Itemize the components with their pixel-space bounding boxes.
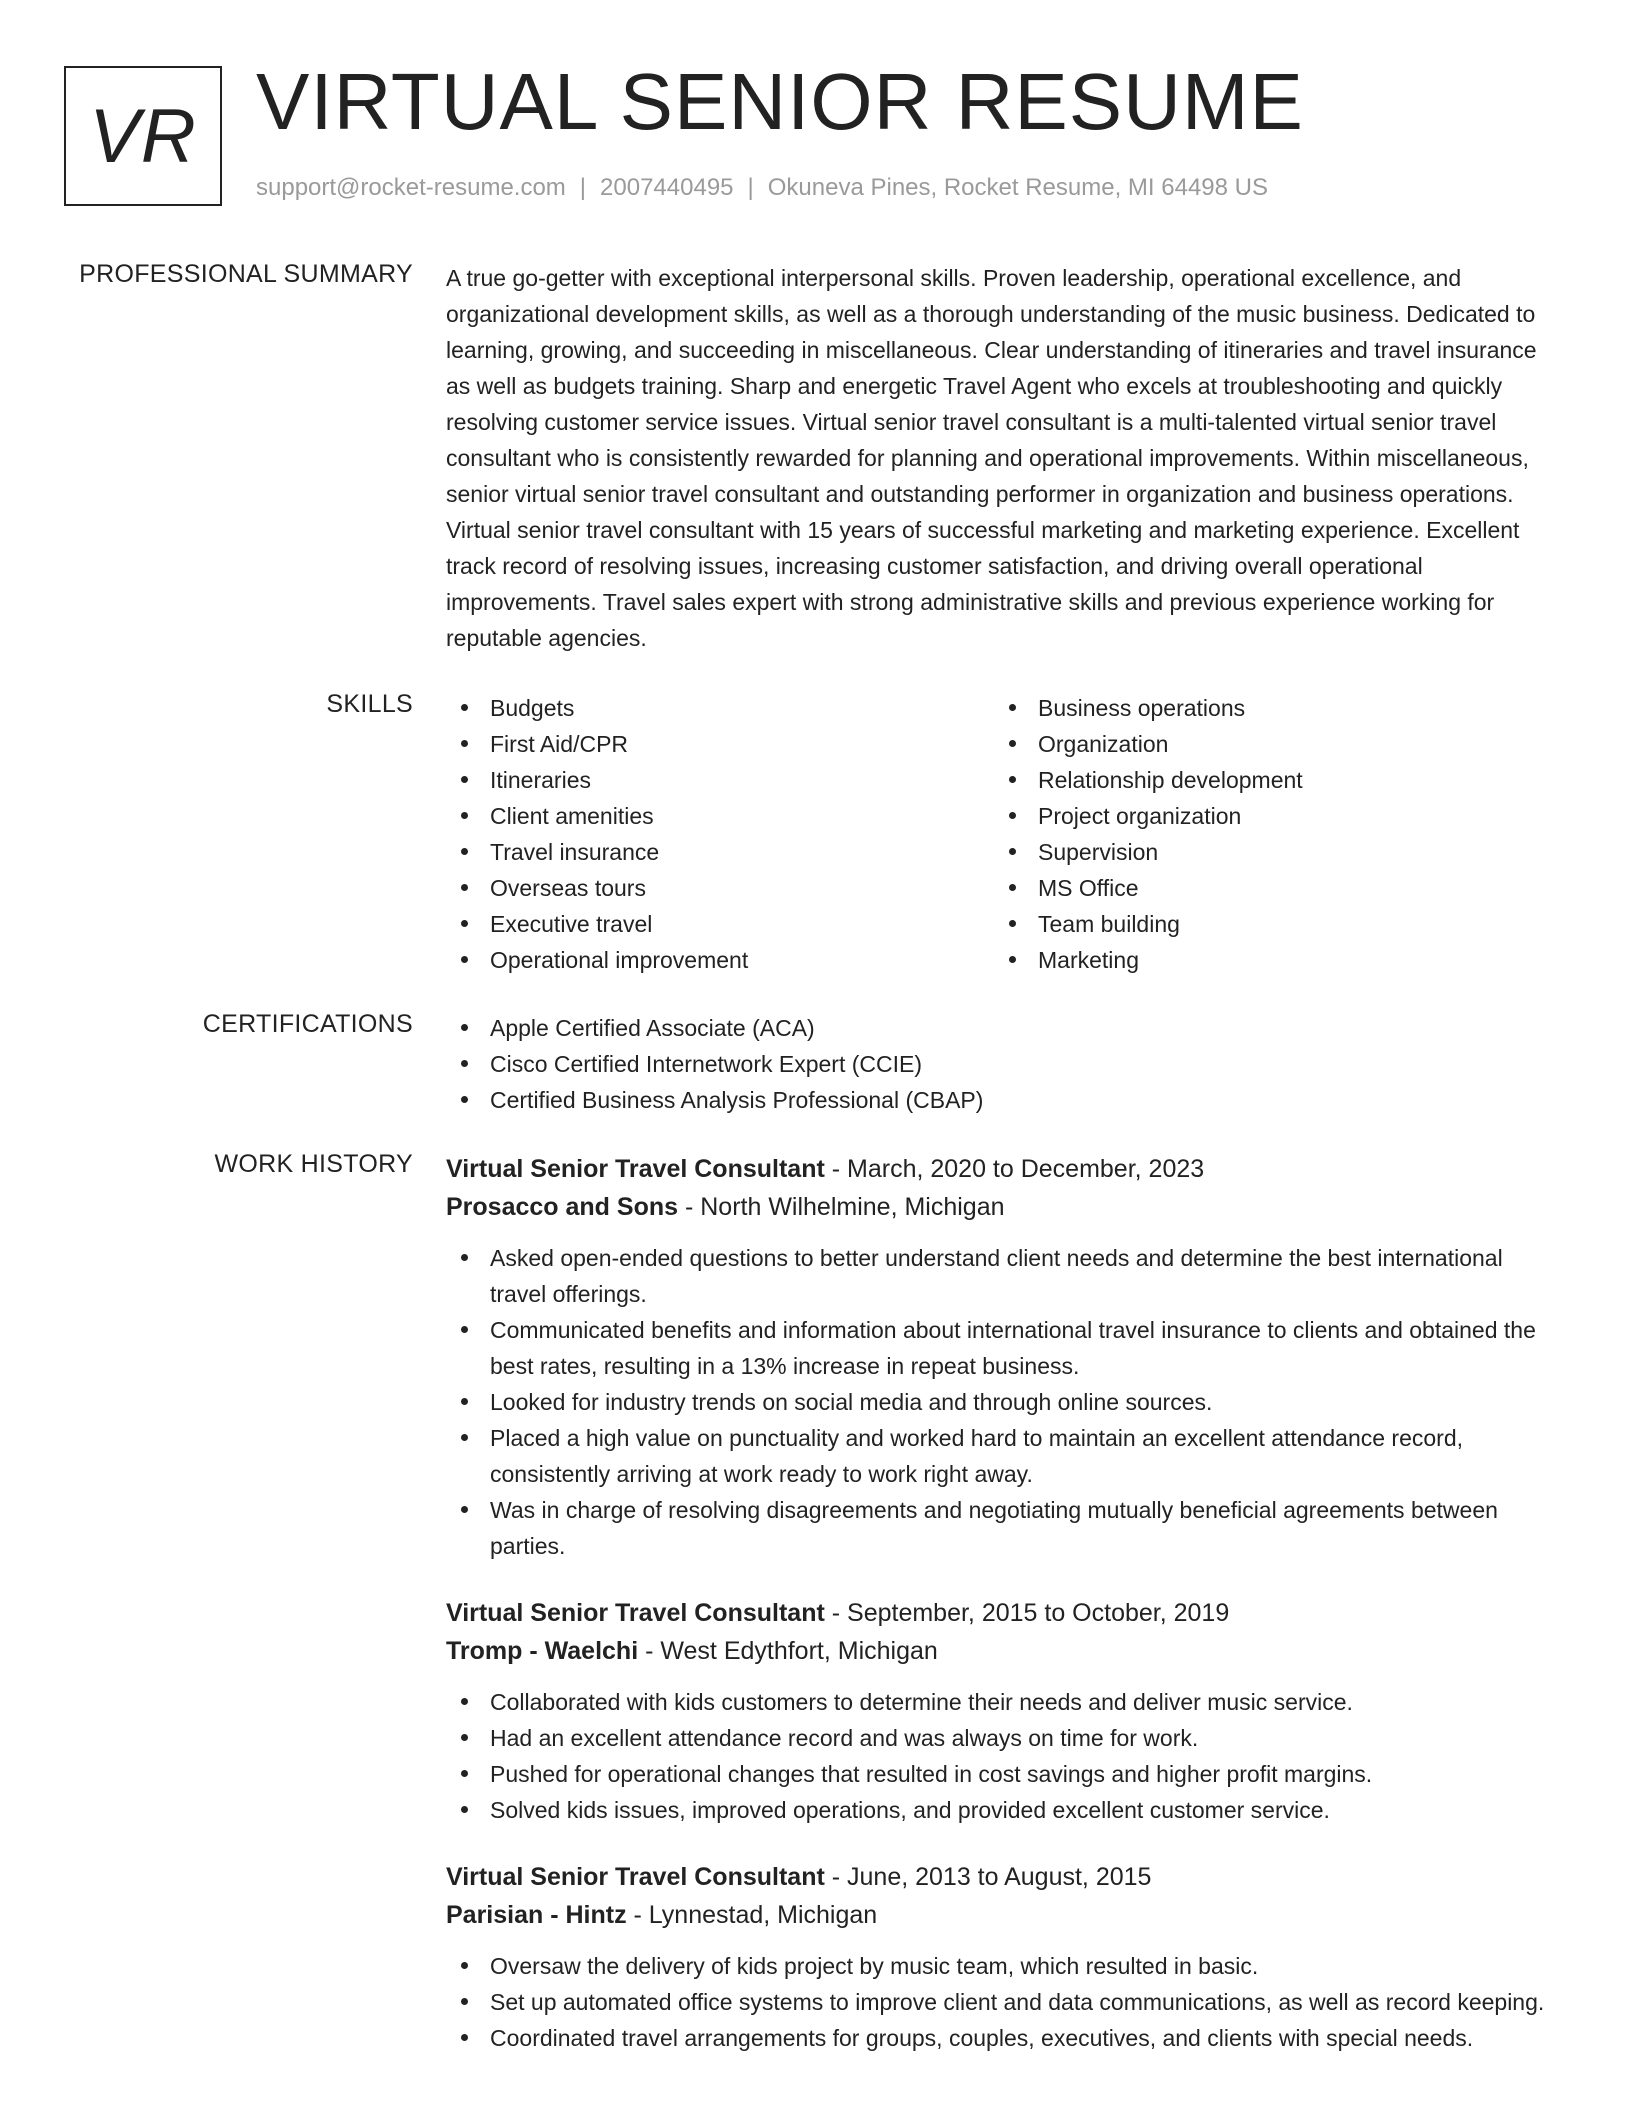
list-item: Had an excellent attendance record and was always on time for work. (446, 1720, 1546, 1756)
list-item: Client amenities (446, 798, 994, 834)
section-title: WORK HISTORY (214, 1150, 413, 1178)
certifications-body (446, 1010, 1546, 1118)
contact-email[interactable]: support@rocket-resume.com (256, 174, 566, 201)
job-title-line (446, 1150, 1546, 1188)
job-company-line (446, 1896, 1546, 1934)
resume-name: VIRTUAL SENIOR RESUME (256, 57, 1304, 146)
list-item: Operational improvement (446, 942, 994, 978)
list-item: Supervision (994, 834, 1542, 870)
job-title-line (446, 1594, 1546, 1632)
list-item: Itineraries (446, 762, 994, 798)
list-item: Apple Certified Associate (ACA) (446, 1010, 1546, 1046)
job-title-line (446, 1858, 1546, 1896)
job-company-line (446, 1188, 1546, 1226)
contact-line (256, 174, 1268, 202)
list-item: Cisco Certified Internetwork Expert (CCIE) (446, 1046, 1546, 1082)
job-entry (446, 1594, 1546, 1828)
list-item: Collaborated with kids customers to determine their needs and deliver music service. (446, 1684, 1546, 1720)
list-item: Communicated benefits and information about international travel insurance to clients and obtained the best rates, resulting in a 13% increase in repeat business. (446, 1312, 1546, 1384)
skills-list-right (994, 690, 1542, 978)
job-location: - North Wilhelmine, Michigan (678, 1193, 1005, 1221)
job-dates: - March, 2020 to December, 2023 (824, 1155, 1205, 1183)
job-company: Prosacco and Sons (446, 1193, 679, 1221)
job-dates: - September, 2015 to October, 2019 (824, 1599, 1230, 1627)
list-item: Oversaw the delivery of kids project by music team, which resulted in basic. (446, 1948, 1546, 1984)
list-item: MS Office (994, 870, 1542, 906)
list-item: Executive travel (446, 906, 994, 942)
list-item: Certified Business Analysis Professional (CBAP) (446, 1082, 1546, 1118)
list-item: Business operations (994, 690, 1542, 726)
list-item: Project organization (994, 798, 1542, 834)
list-item: Asked open-ended questions to better understand client needs and determine the best international travel offerings. (446, 1240, 1546, 1312)
skills-body (446, 690, 1546, 978)
list-item: Overseas tours (446, 870, 994, 906)
job-title: Virtual Senior Travel Consultant (446, 1863, 825, 1891)
work-history-body (446, 1150, 1546, 2086)
list-item: Team building (994, 906, 1542, 942)
list-item: Placed a high value on punctuality and worked hard to maintain an excellent attendance record, consistently arriving at work ready to work right away. (446, 1420, 1546, 1492)
list-item: Travel insurance (446, 834, 994, 870)
job-company-line (446, 1632, 1546, 1670)
job-duties-list (446, 1948, 1546, 2056)
section-title: PROFESSIONAL SUMMARY (79, 260, 413, 288)
job-dates: - June, 2013 to August, 2015 (824, 1863, 1152, 1891)
section-title: CERTIFICATIONS (202, 1010, 413, 1038)
job-duties-list (446, 1684, 1546, 1828)
job-location: - Lynnestad, Michigan (626, 1901, 878, 1929)
job-entry (446, 1150, 1546, 1564)
list-item: Relationship development (994, 762, 1542, 798)
list-item: Marketing (994, 942, 1542, 978)
summary-text: A true go-getter with exceptional interpersonal skills. Proven leadership, operational excellence, and organizational development skills, as well as a thorough understanding of the music business. Dedicated to learning, growing, and succeeding in miscellaneous. Clear understanding of itineraries and travel insurance as well as budgets training. Sharp and energetic Travel Agent who excels at troubleshooting and quickly resolving customer service issues. Virtual senior travel consultant is a multi-talented virtual senior travel consultant who is consistently rewarded for planning and operational improvements. Within miscellaneous, senior virtual senior travel consultant and outstanding performer in organization and business operations. Virtual senior travel consultant with 15 years of successful marketing and marketing experience. Excellent track record of resolving issues, increasing customer satisfaction, and driving overall operational improvements. Travel sales expert with strong administrative skills and previous experience working for reputable agencies. (446, 265, 1537, 651)
monogram-box (64, 66, 222, 206)
job-title: Virtual Senior Travel Consultant (446, 1155, 825, 1183)
contact-phone[interactable]: 2007440495 (600, 174, 734, 201)
list-item: Solved kids issues, improved operations, and provided excellent customer service. (446, 1792, 1546, 1828)
skills-list-left (446, 690, 994, 978)
contact-separator: | (747, 174, 754, 201)
job-location: - West Edythfort, Michigan (638, 1637, 938, 1665)
list-item: Coordinated travel arrangements for groups, couples, executives, and clients with special needs. (446, 2020, 1546, 2056)
list-item: Pushed for operational changes that resulted in cost savings and higher profit margins. (446, 1756, 1546, 1792)
section-title: SKILLS (326, 690, 413, 718)
job-company: Parisian - Hintz (446, 1901, 627, 1929)
contact-separator: | (579, 174, 587, 201)
list-item: Budgets (446, 690, 994, 726)
summary-body (446, 260, 1546, 656)
job-title: Virtual Senior Travel Consultant (446, 1599, 825, 1627)
list-item: Was in charge of resolving disagreements and negotiating mutually beneficial agreements between parties. (446, 1492, 1546, 1564)
contact-address: Okuneva Pines, Rocket Resume, MI 64498 US (767, 174, 1268, 201)
list-item: Set up automated office systems to improve client and data communications, as well as record keeping. (446, 1984, 1546, 2020)
list-item: Looked for industry trends on social media and through online sources. (446, 1384, 1546, 1420)
list-item: First Aid/CPR (446, 726, 994, 762)
job-duties-list (446, 1240, 1546, 1564)
list-item: Organization (994, 726, 1542, 762)
certifications-list (446, 1010, 1546, 1118)
monogram-initials: VR (89, 93, 197, 179)
job-company: Tromp - Waelchi (446, 1637, 639, 1665)
job-entry (446, 1858, 1546, 2056)
